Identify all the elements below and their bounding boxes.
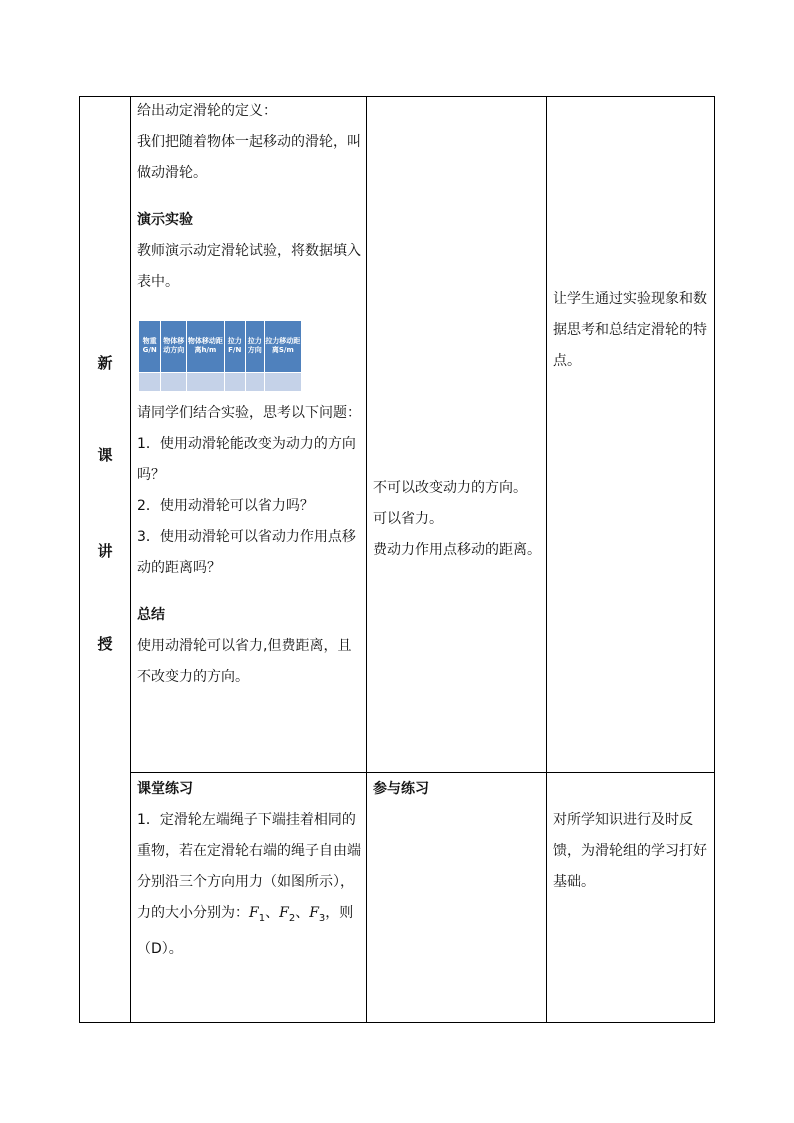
definition-title: 给出动定滑轮的定义： — [137, 103, 277, 119]
question-2: 2．使用动滑轮可以省力吗？ — [137, 498, 314, 514]
side-label-char-2: 课 — [97, 446, 113, 464]
row-divider — [130, 772, 715, 773]
practice-intent-cell — [553, 805, 711, 898]
force-f1: F — [249, 905, 259, 921]
design-intent-text: 让学生通过实验现象和数据思考和总结定滑轮的特点。 — [553, 291, 707, 369]
demo-text: 教师演示动定滑轮试验，将数据填入表中。 — [137, 243, 361, 290]
table-header-cell: 拉力移动距离S/m — [264, 321, 301, 373]
table-header-cell: 拉力F/N — [224, 321, 245, 373]
practice-intent-text: 对所学知识进行及时反馈，为滑轮组的学习打好基础。 — [553, 812, 707, 890]
practice-question: 1．定滑轮左端绳子下端挂着相同的重物，若在定滑轮右端的绳子自由端分别沿三个方向用力（如图所示），力的大小分别为：$F_1$、$F_2$、$F_3$，则（D）。 — [137, 812, 361, 957]
teacher-questions-cell — [137, 398, 361, 693]
practice-title: 课堂练习 — [137, 781, 193, 797]
table-data-cell — [187, 372, 224, 391]
practice-teacher-cell — [137, 774, 361, 965]
design-intent-cell — [553, 284, 711, 377]
column-divider-3 — [546, 96, 547, 1023]
table-data-cell — [161, 372, 187, 391]
table-data-cell — [264, 372, 301, 391]
question-intro: 请同学们结合实验，思考以下问题： — [137, 405, 361, 421]
column-divider-2 — [366, 96, 367, 1023]
table-header-cell: 物体移动距离h/m — [187, 321, 224, 373]
question-3: 3．使用动滑轮可以省动力作用点移动的距离吗？ — [137, 529, 356, 576]
student-answer-1: 不可以改变动力的方向。 — [373, 480, 527, 496]
practice-student-cell — [373, 774, 543, 805]
force-f2-subscript: 2 — [288, 912, 296, 924]
question-1: 1．使用动滑轮能改变为动力的方向吗？ — [137, 436, 356, 483]
table-header-cell: 物重G/N — [139, 321, 161, 373]
force-f1-subscript: 1 — [258, 912, 266, 924]
demo-title: 演示实验 — [137, 212, 193, 228]
experiment-data-table — [138, 320, 302, 392]
practice-question-text: 1．定滑轮左端绳子下端挂着相同的重物，若在定滑轮右端的绳子自由端分别沿三个方向用力（如图所示），力的大小分别为： — [137, 812, 361, 921]
force-f2: F — [279, 905, 289, 921]
practice-answer: ，则（D）。 — [137, 905, 354, 957]
table-border-right — [714, 96, 715, 1023]
definition-text: 我们把随着物体一起移动的滑轮，叫做动滑轮。 — [137, 134, 361, 181]
summary-title: 总结 — [137, 607, 165, 623]
force-f3-subscript: 3 — [318, 912, 326, 924]
force-f3: F — [309, 905, 319, 921]
student-answer-3: 费动力作用点移动的距离。 — [373, 542, 541, 558]
side-label-char-1: 新 — [97, 354, 113, 372]
table-header-cell: 拉力方向 — [245, 321, 264, 373]
side-label-char-3: 讲 — [97, 542, 113, 560]
student-activity-cell — [373, 473, 543, 566]
side-label-char-4: 授 — [97, 635, 113, 653]
student-answer-2: 可以省力。 — [373, 511, 443, 527]
summary-text: 使用动滑轮可以省力,但费距离，且不改变力的方向。 — [137, 638, 352, 685]
table-data-cell — [139, 372, 161, 391]
teacher-activity-cell — [137, 96, 361, 298]
table-data-cell — [245, 372, 264, 391]
practice-student-title: 参与练习 — [373, 781, 429, 797]
table-data-cell — [224, 372, 245, 391]
table-header-cell: 物体移动方向 — [161, 321, 187, 373]
table-border-bottom — [79, 1022, 715, 1023]
